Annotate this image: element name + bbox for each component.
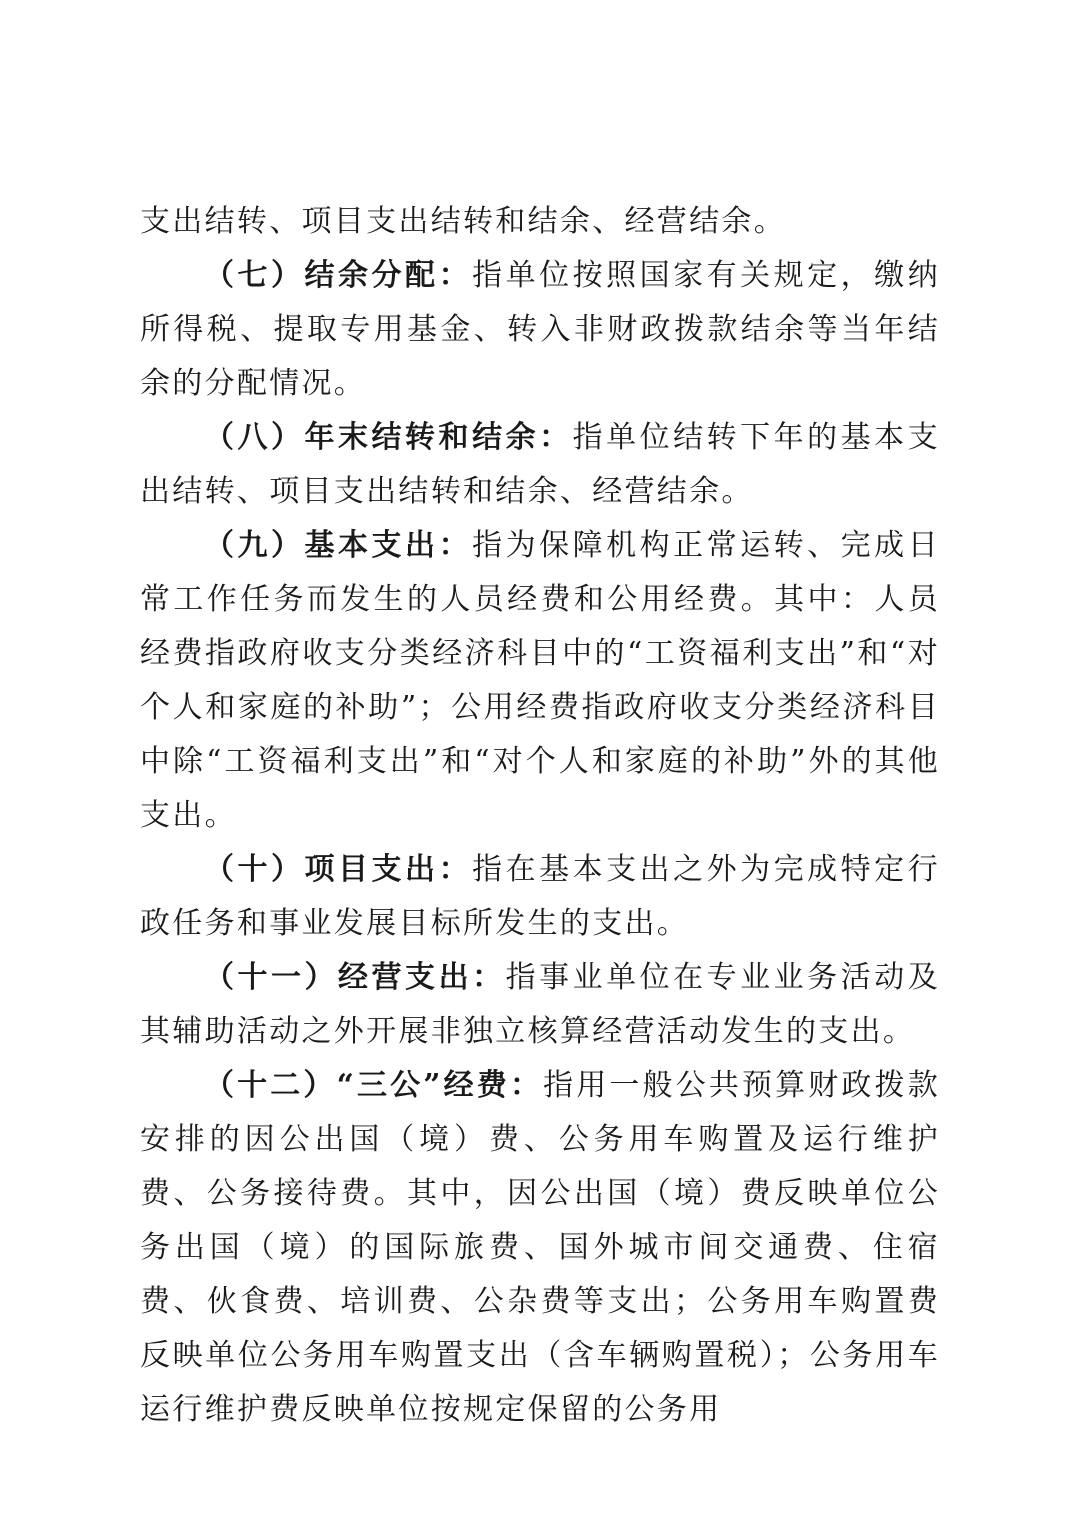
paragraph-text: 指单位结转下年的基本支出结转、项目支出结转和结余、经营结余。 xyxy=(140,420,940,509)
paragraph-text: 指为保障机构正常运转、完成日常工作任务而发生的人员经费和公用经费。其中：人员经费指政府收支分类经济科目中的“工资福利支出”和“对个人和家庭的补助”；公用经费指政府收支分类经济科目中除“工资福利支出”和“对个人和家庭的补助”外的其他支出。 xyxy=(140,528,940,833)
paragraph-basic-expenditure xyxy=(140,519,940,843)
paragraph-surplus-distribution xyxy=(140,249,940,411)
paragraph-year-end-balance xyxy=(140,411,940,519)
paragraph-continuation xyxy=(140,195,940,249)
paragraph-project-expenditure xyxy=(140,843,940,951)
paragraph-text: 支出结转、项目支出结转和结余、经营结余。 xyxy=(140,204,786,239)
paragraph-text: 指事业单位在专业业务活动及其辅助活动之外开展非独立核算经营活动发生的支出。 xyxy=(140,960,941,1049)
paragraph-text: 指单位按照国家有关规定，缴纳所得税、提取专用基金、转入非财政拨款结余等当年结余的分配情况。 xyxy=(140,258,940,401)
paragraph-term: （十二）“三公”经费： xyxy=(204,1068,544,1103)
document-body xyxy=(140,195,940,1437)
paragraph-term: （十一）经营支出： xyxy=(204,960,506,995)
paragraph-text: 指用一般公共预算财政拨款安排的因公出国（境）费、公务用车购置及运行维护费、公务接待费。其中，因公出国（境）费反映单位公务出国（境）的国际旅费、国外城市间交通费、住宿费、伙食费、培训费、公杂费等支出；公务用车购置费反映单位公务用车购置支出（含车辆购置税）；公务用车运行维护费反映单位按规定保留的公务用 xyxy=(140,1068,940,1427)
paragraph-text: 指在基本支出之外为完成特定行政任务和事业发展目标所发生的支出。 xyxy=(140,852,940,941)
paragraph-term: （七）结余分配： xyxy=(204,258,473,293)
paragraph-term: （九）基本支出： xyxy=(204,528,473,563)
paragraph-term: （八）年末结转和结余： xyxy=(204,420,573,455)
paragraph-operating-expenditure xyxy=(140,951,940,1059)
paragraph-term: （十）项目支出： xyxy=(204,852,473,887)
paragraph-three-public-expenses xyxy=(140,1059,940,1437)
